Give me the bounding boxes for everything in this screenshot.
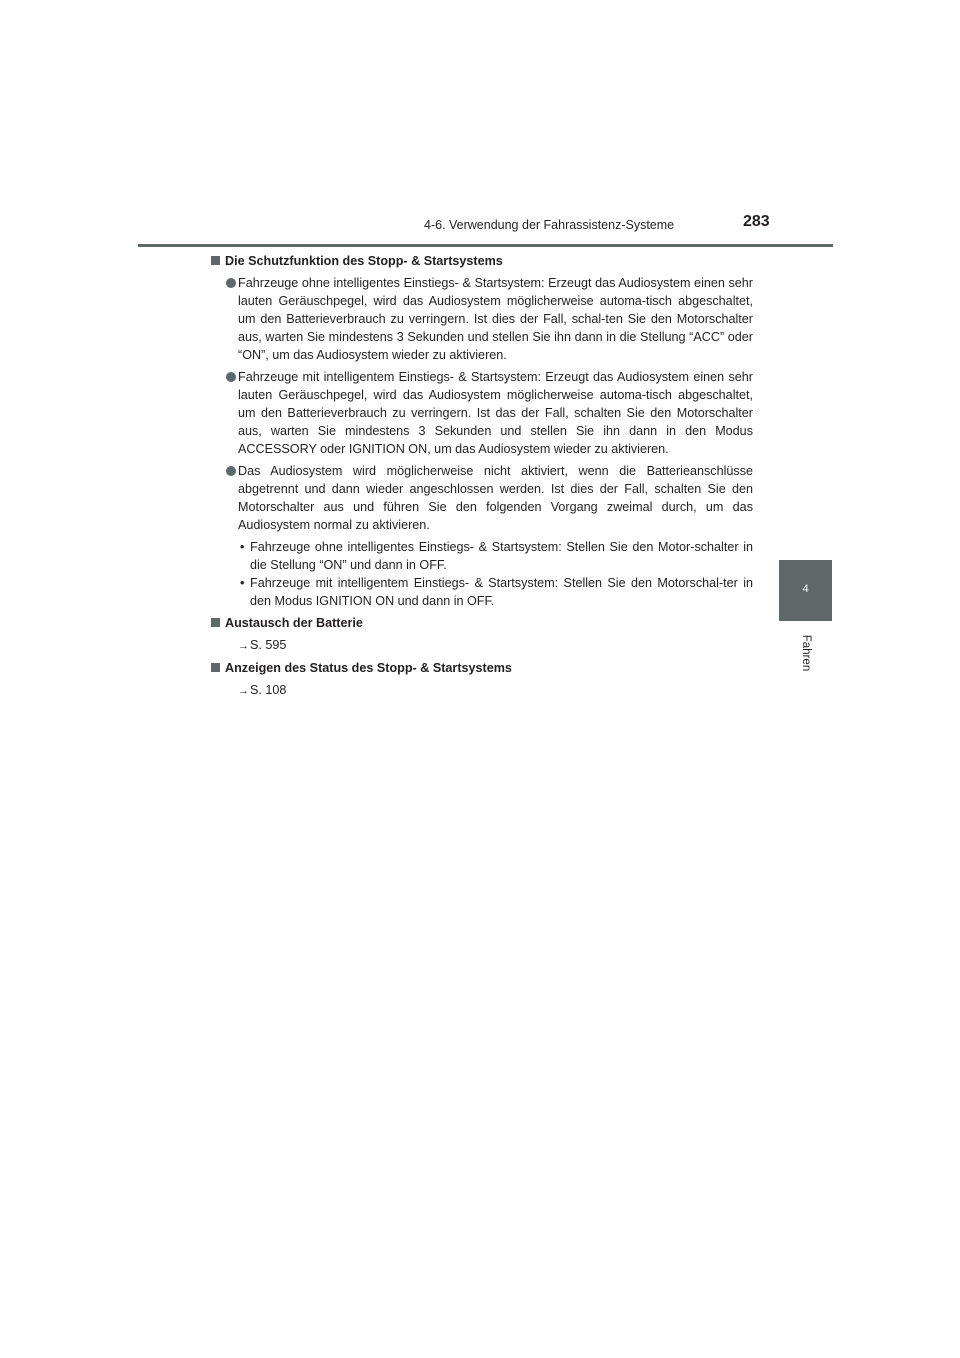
square-bullet-icon bbox=[211, 256, 220, 265]
bullet-paragraph bbox=[211, 462, 753, 534]
dot-bullet-icon: • bbox=[240, 576, 245, 590]
sub-item-text: Fahrzeuge mit intelligentem Einstiegs- & Startsystem: Stellen Sie den Motorschal-ter in den Modus IGNITION ON und dann in OFF. bbox=[250, 576, 753, 608]
header-divider bbox=[138, 244, 833, 247]
bullet-paragraph bbox=[211, 274, 753, 364]
page-content bbox=[211, 252, 753, 704]
chapter-label-text: Fahren bbox=[800, 634, 812, 672]
section-status bbox=[211, 659, 753, 700]
bullet-text: Das Audiosystem wird möglicherweise nicht aktiviert, wenn die Batterieanschlüsse abgetrennt und dann wieder angeschlossen werden. Ist dies der Fall, schalten Sie den Motorschalter aus und führen Sie den folgenden Vorgang zweimal durch, um das Audiosystem normal zu aktivieren. bbox=[238, 464, 753, 532]
sub-list-item bbox=[238, 574, 753, 610]
chapter-label bbox=[798, 628, 812, 680]
page-number: 283 bbox=[743, 213, 770, 230]
arrow-right-icon: → bbox=[238, 640, 249, 652]
chapter-number: 4 bbox=[802, 583, 809, 595]
chapter-tab bbox=[779, 560, 832, 621]
page-reference[interactable] bbox=[211, 636, 753, 655]
page-reference-text: S. 595 bbox=[250, 638, 287, 652]
section-heading bbox=[211, 252, 753, 270]
arrow-right-icon: → bbox=[238, 685, 249, 697]
section-heading bbox=[211, 614, 753, 632]
circle-bullet-icon bbox=[226, 466, 236, 476]
bullet-text: Fahrzeuge ohne intelligentes Einstiegs- & Startsystem: Erzeugt das Audiosystem einen sehr lauten Geräuschpegel, wird das Audiosystem möglicherweise automa-tisch abgeschaltet, um den Batterieverbrauch zu verringern. Ist dies der Fall, schal-ten Sie den Motorschalter aus, warten Sie mindestens 3 Sekunden und stellen Sie ihn dann in die Stellung “ACC” oder “ON”, um das Audiosystem wieder zu aktivieren. bbox=[238, 276, 753, 362]
circle-bullet-icon bbox=[226, 278, 236, 288]
sub-item-text: Fahrzeuge ohne intelligentes Einstiegs- & Startsystem: Stellen Sie den Motor-schalter in die Stellung “ON” und dann in OFF. bbox=[250, 540, 753, 572]
bullet-paragraph bbox=[211, 368, 753, 458]
section-title: 4-6. Verwendung der Fahrassistenz-Systeme bbox=[424, 218, 675, 232]
circle-bullet-icon bbox=[226, 372, 236, 382]
page-reference[interactable] bbox=[211, 681, 753, 700]
section-protection bbox=[211, 252, 753, 610]
section-heading-text: Die Schutzfunktion des Stopp- & Startsystems bbox=[225, 254, 503, 268]
bullet-text: Fahrzeuge mit intelligentem Einstiegs- & Startsystem: Erzeugt das Audiosystem einen sehr lauten Geräuschpegel, wird das Audiosystem möglicherweise automa-tisch abgeschaltet, um den Batterieverbrauch zu verringern. Ist das der Fall, schalten Sie den Motorschalter aus, warten Sie mindestens 3 Sekunden und stellen Sie ihn dann in den Modus ACCESSORY oder IGNITION ON, um das Audiosystem wieder zu aktivieren. bbox=[238, 370, 753, 456]
square-bullet-icon bbox=[211, 618, 220, 627]
dot-bullet-icon: • bbox=[240, 540, 245, 554]
square-bullet-icon bbox=[211, 663, 220, 672]
section-heading bbox=[211, 659, 753, 677]
section-battery bbox=[211, 614, 753, 655]
page-reference-text: S. 108 bbox=[250, 683, 287, 697]
sub-list bbox=[238, 538, 753, 610]
section-heading-text: Austausch der Batterie bbox=[225, 616, 363, 630]
section-heading-text: Anzeigen des Status des Stopp- & Startsystems bbox=[225, 661, 512, 675]
sub-list-item bbox=[238, 538, 753, 574]
